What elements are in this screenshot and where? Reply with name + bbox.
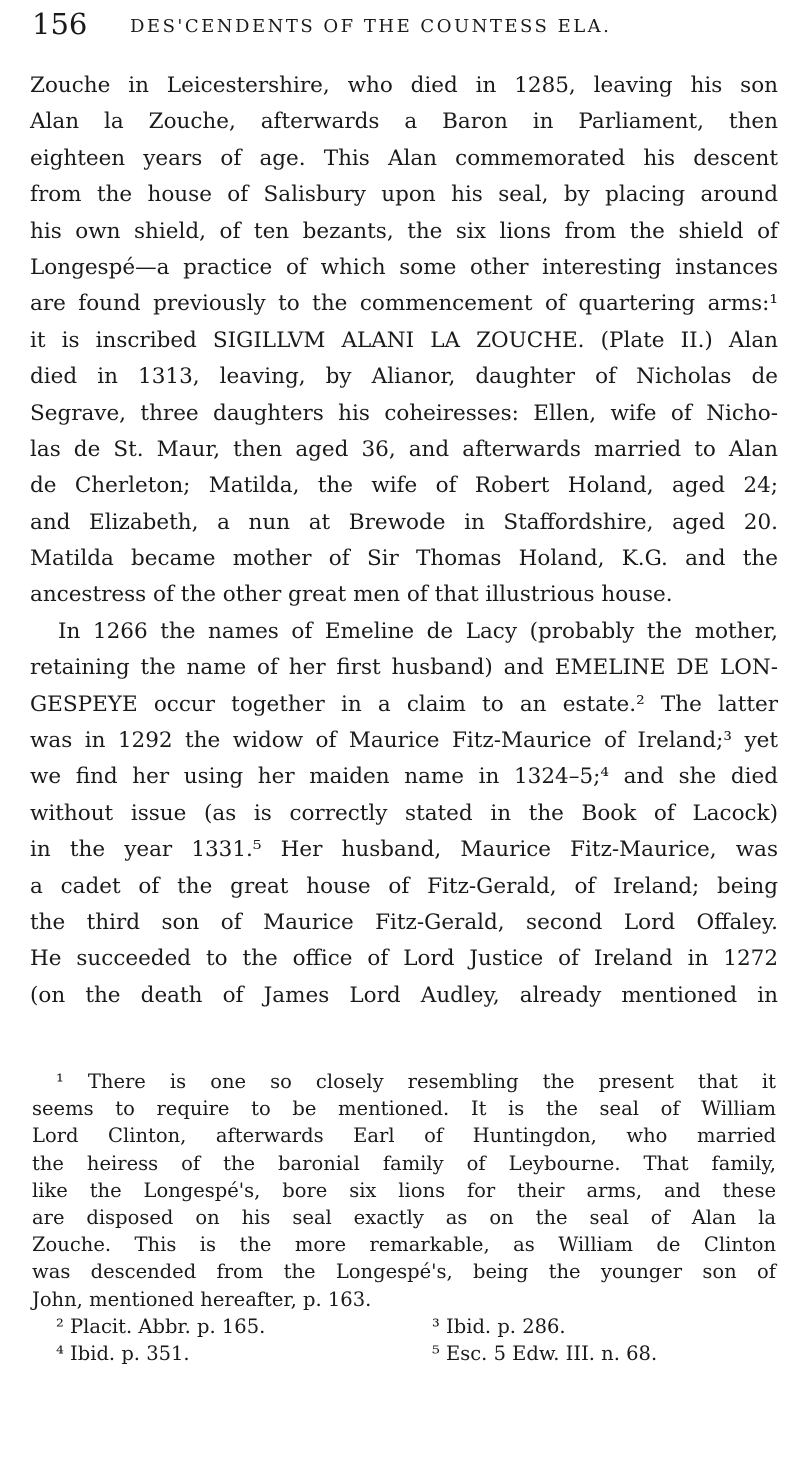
- footnote-ref: ⁵ Esc. 5 Edw. III. n. 68.: [432, 1341, 658, 1365]
- footnote-ref: ⁴ Ibid. p. 351.: [56, 1341, 190, 1365]
- page-header: [32, 8, 768, 48]
- body-line: In 1266 the names of Emeline de Lacy (probably the mother,: [58, 618, 778, 644]
- body-line: GESPEYE occur together in a claim to an estate.² The latter: [30, 691, 778, 717]
- footnote-line: seems to require to be mentioned. It is the seal of William: [32, 1097, 776, 1121]
- body-line: in the year 1331.⁵ Her husband, Maurice Fitz-Maurice, was: [30, 837, 778, 863]
- body-line: (on the death of James Lord Audley, already mentioned in: [30, 982, 778, 1008]
- body-line: eighteen years of age. This Alan commemorated his descent: [30, 145, 778, 171]
- body-line: He succeeded to the office of Lord Justice of Ireland in 1272: [30, 946, 778, 972]
- footnote-ref: ² Placit. Abbr. p. 165.: [56, 1314, 266, 1338]
- footnote-line: are disposed on his seal exactly as on the seal of Alan la: [32, 1205, 776, 1229]
- body-line: and Elizabeth, a nun at Brewode in Staffordshire, aged 20.: [30, 509, 778, 535]
- body-line: de Cherleton; Matilda, the wife of Robert Holand, aged 24;: [30, 473, 778, 499]
- body-line: was in 1292 the widow of Maurice Fitz-Maurice of Ireland;³ yet: [30, 728, 778, 754]
- body-line: las de St. Maur, then aged 36, and afterwards married to Alan: [30, 436, 778, 462]
- body-line: Longespé—a practice of which some other interesting instances: [30, 254, 778, 280]
- body-text: [30, 68, 778, 1014]
- body-line: Zouche in Leicestershire, who died in 1285, leaving his son: [30, 73, 778, 98]
- footnote-ref-row: [32, 1340, 776, 1367]
- body-line: ancestress of the other great men of that illustrious house.: [30, 582, 673, 608]
- body-line: a cadet of the great house of Fitz-Gerald, of Ireland; being: [30, 873, 778, 899]
- body-line: we find her using her maiden name in 1324–5;⁴ and she died: [30, 764, 778, 790]
- body-line: the third son of Maurice Fitz-Gerald, second Lord Offaley.: [30, 909, 778, 935]
- body-line: Segrave, three daughters his coheiresses: Ellen, wife of Nicho-: [30, 400, 778, 426]
- footnote-ref-row: [32, 1313, 776, 1340]
- footnote-line: John, mentioned hereafter, p. 163.: [32, 1287, 372, 1311]
- body-line: it is inscribed SIGILLVM ALANI LA ZOUCHE. (Plate II.) Alan: [30, 327, 778, 353]
- body-line: his own shield, of ten bezants, the six lions from the shield of: [30, 218, 778, 244]
- page-number: 156: [32, 7, 88, 41]
- body-line: Alan la Zouche, afterwards a Baron in Parliament, then: [30, 109, 778, 135]
- running-title: DES'CENDENTS OF THE COUNTESS ELA.: [130, 16, 612, 37]
- body-line: without issue (as is correctly stated in the Book of Lacock): [30, 800, 778, 826]
- footnote-line: Lord Clinton, afterwards Earl of Huntingdon, who married: [32, 1124, 776, 1148]
- footnote-line: the heiress of the baronial family of Leybourne. That family,: [32, 1151, 776, 1175]
- body-line: retaining the name of her first husband) and EMELINE DE LON-: [30, 655, 778, 681]
- body-line: from the house of Salisbury upon his seal, by placing around: [30, 182, 778, 208]
- footnotes: [32, 1068, 776, 1367]
- footnote-line: was descended from the Longespé's, being the younger son of: [32, 1260, 776, 1284]
- footnote-line: ¹ There is one so closely resembling the present that it: [56, 1070, 776, 1093]
- body-line: died in 1313, leaving, by Alianor, daughter of Nicholas de: [30, 364, 778, 390]
- footnote-line: like the Longespé's, bore six lions for their arms, and these: [32, 1178, 776, 1202]
- footnote-ref: ³ Ibid. p. 286.: [432, 1314, 566, 1338]
- body-line: Matilda became mother of Sir Thomas Holand, K.G. and the: [30, 546, 778, 572]
- footnote-line: Zouche. This is the more remarkable, as William de Clinton: [32, 1233, 776, 1257]
- body-line: are found previously to the commencement of quartering arms:¹: [30, 291, 778, 317]
